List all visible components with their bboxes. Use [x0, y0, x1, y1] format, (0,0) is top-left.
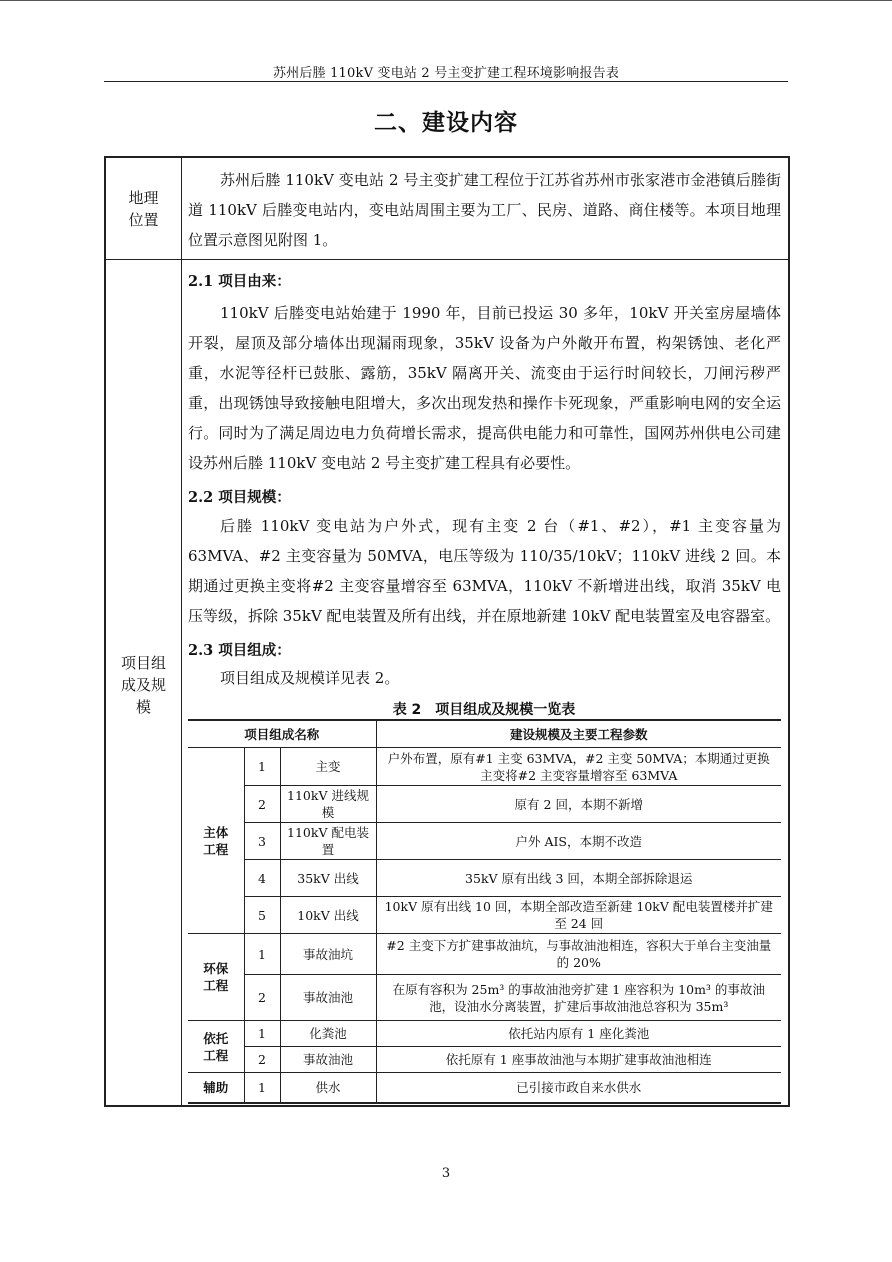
row-number: 2 [244, 975, 280, 1021]
item-description: 已引接市政自来水供水 [376, 1073, 781, 1103]
content-frame [104, 156, 790, 1107]
section-2-3-text: 项目组成及规模详见表 2。 [220, 669, 400, 687]
item-description: 依托原有 1 座事故油池与本期扩建事故油池相连 [376, 1047, 781, 1073]
location-label: 地理 位置 [128, 189, 159, 229]
item-description: 户外 AIS，本期不改造 [376, 823, 781, 860]
composition-label: 项目组 成及规 模 [120, 654, 166, 716]
table-row [188, 748, 781, 786]
table-row [188, 786, 781, 823]
project-composition-table [188, 719, 781, 1104]
table-row [188, 1047, 781, 1073]
header-rule [104, 81, 788, 82]
row-number: 4 [244, 860, 280, 897]
table-header-params: 建设规模及主要工程参数 [376, 720, 781, 748]
item-description: #2 主变下方扩建事故油坑，与事故油池相连，容积大于单台主变油量的 20% [376, 934, 781, 975]
table-row [188, 934, 781, 975]
table-title: 表 2 项目组成及规模一览表 [392, 702, 576, 718]
label-column-divider [181, 158, 182, 1105]
table-row [188, 975, 781, 1021]
item-name: 110kV 进线规模 [280, 786, 376, 823]
table-row [188, 860, 781, 897]
item-description: 35kV 原有出线 3 回，本期全部拆除退运 [376, 860, 781, 897]
item-name: 主变 [280, 748, 376, 786]
section-title: 二、建设内容 [374, 110, 518, 136]
item-name: 110kV 配电装置 [280, 823, 376, 860]
table-header-name: 项目组成名称 [188, 720, 376, 748]
row-divider [106, 259, 788, 260]
item-name: 供水 [280, 1073, 376, 1103]
page-top-border [0, 0, 892, 1]
location-text: 苏州后塍 110kV 变电站 2 号主变扩建工程位于江苏省苏州市张家港市金港镇后塍街道 110kV 后塍变电站内，变电站周围主要为工厂、民房、道路、商住楼等。本项目地理位置示意图见附图 1。 [188, 171, 781, 249]
category-cell: 辅助 [188, 1073, 244, 1103]
table-row [188, 1021, 781, 1047]
row-number: 5 [244, 897, 280, 934]
section-2-2-text: 后塍 110kV 变电站为户外式，现有主变 2 台（#1、#2），#1 主变容量为 63MVA、#2 主变容量为 50MVA，电压等级为 110/35/10kV；110kV 进线 2 回。本期通过更换主变将#2 主变容量增容至 63MVA，110kV 不新增进出线，取消 35kV 电压等级，拆除 35kV 配电装置及所有出线，并在原地新建 10kV 配电装置室及电容器室。 [188, 517, 781, 625]
item-name: 化粪池 [280, 1021, 376, 1047]
table-header-row [188, 720, 781, 748]
category-cell: 依托 工程 [188, 1021, 244, 1073]
section-2-2-heading: 2.2 项目规模： [188, 489, 291, 506]
item-description: 依托站内原有 1 座化粪池 [376, 1021, 781, 1047]
item-description: 在原有容积为 25m³ 的事故油池旁扩建 1 座容积为 10m³ 的事故油池，设油水分离装置，扩建后事故油池总容积为 35m³ [376, 975, 781, 1021]
item-name: 10kV 出线 [280, 897, 376, 934]
section-2-3-heading: 2.3 项目组成： [188, 642, 291, 659]
item-description: 10kV 原有出线 10 回，本期全部改造至新建 10kV 配电装置楼并扩建至 24 回 [376, 897, 781, 934]
category-cell: 主体 工程 [188, 748, 244, 934]
row-number: 1 [244, 1073, 280, 1103]
section-2-1-heading: 2.1 项目由来： [188, 273, 291, 290]
table-row [188, 897, 781, 934]
section-2-1-text: 110kV 后塍变电站始建于 1990 年，目前已投运 30 多年，10kV 开关室房屋墙体开裂，屋顶及部分墙体出现漏雨现象，35kV 设备为户外敞开布置，构架锈蚀、老化严重，水泥等径杆已鼓胀、露筋，35kV 隔离开关、流变由于运行时间较长，刀闸污秽严重，出现锈蚀导致接触电阻增大，多次出现发热和操作卡死现象，严重影响电网的安全运行。同时为了满足周边电力负荷增长需求，提高供电能力和可靠性，国网苏州供电公司建设苏州后塍 110kV 变电站 2 号主变扩建工程具有必要性。 [188, 304, 781, 472]
row-number: 1 [244, 934, 280, 975]
row-number: 1 [244, 748, 280, 786]
item-description: 原有 2 回，本期不新增 [376, 786, 781, 823]
row-number: 2 [244, 1047, 280, 1073]
item-name: 事故油坑 [280, 934, 376, 975]
table-row [188, 823, 781, 860]
table-row [188, 1073, 781, 1103]
row-number: 3 [244, 823, 280, 860]
running-header: 苏州后塍 110kV 变电站 2 号主变扩建工程环境影响报告表 [272, 66, 620, 81]
item-name: 事故油池 [280, 975, 376, 1021]
item-name: 事故油池 [280, 1047, 376, 1073]
page-number: 3 [441, 1166, 451, 1181]
item-description: 户外布置，原有#1 主变 63MVA，#2 主变 50MVA；本期通过更换主变将#2 主变容量增容至 63MVA [376, 748, 781, 786]
item-name: 35kV 出线 [280, 860, 376, 897]
row-number: 2 [244, 786, 280, 823]
row-number: 1 [244, 1021, 280, 1047]
category-cell: 环保 工程 [188, 934, 244, 1021]
